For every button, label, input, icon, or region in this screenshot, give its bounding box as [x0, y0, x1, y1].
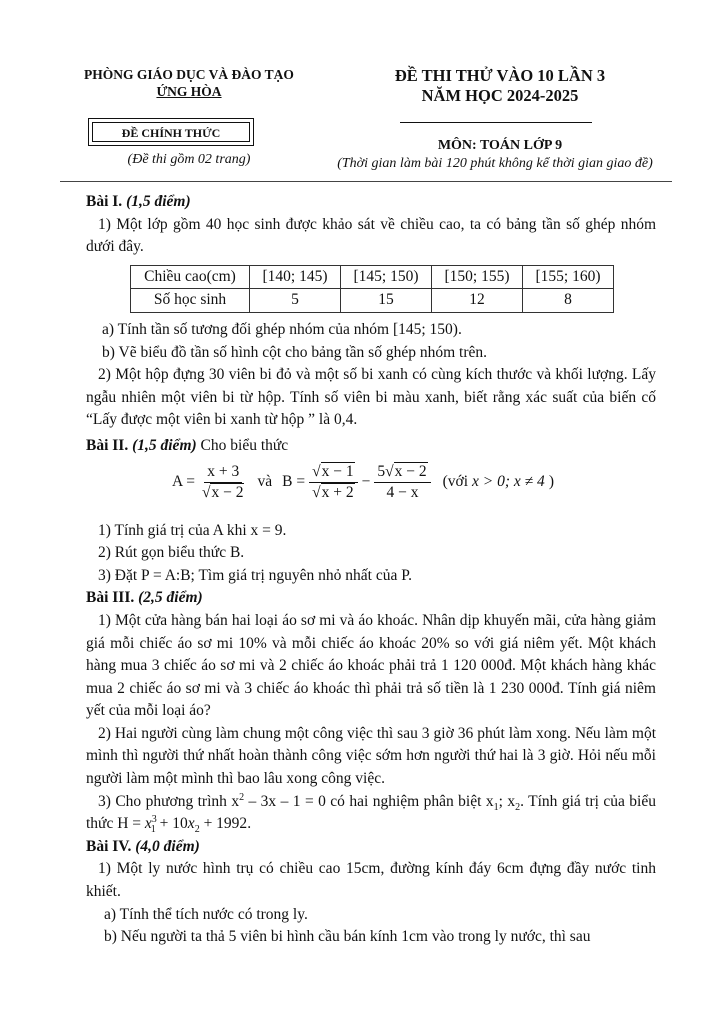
department-name: PHÒNG GIÁO DỤC VÀ ĐÀO TẠO: [84, 67, 294, 82]
bai2-question-1: 1) Tính giá trị của A khi x = 9.: [98, 521, 287, 539]
exam-content: [86, 188, 656, 949]
bai1-question-b: b) Vẽ biểu đồ tần số hình cột cho bảng tần số ghép nhóm trên.: [102, 343, 487, 361]
bai2-points: (1,5 điểm): [132, 436, 197, 454]
fraction-numerator: 5√x − 2: [374, 462, 430, 483]
table-header-cell: [140; 145): [250, 265, 341, 289]
fraction-a: [199, 462, 248, 503]
bai2-question-3: 3) Đặt P = A:B; Tìm giá trị nguyên nhỏ nhất của P.: [98, 566, 412, 584]
bai3-part3: 3) Cho phương trình $x^2 - 3x - 1 = 0$ có hai nghiệm phân biệt $x_1$; $x_2$. Tính giá trị của biểu thức $H = x^3_1 + 10x_2 + 1992$.: [86, 791, 656, 836]
bai1-heading: [86, 191, 656, 214]
fraction-denominator: √x − 2: [201, 483, 244, 501]
bai4-question-a: a) Tính thể tích nước có trong ly.: [104, 905, 308, 923]
bai3-points: (2,5 điểm): [138, 589, 203, 607]
bai1-part1: 1) Một lớp gồm 40 học sinh được khảo sát về chiều cao, ta có bảng tần số ghép nhóm dưới đây.: [86, 215, 656, 256]
condition-open: (với: [442, 472, 469, 490]
bai1-part2: 2) Một hộp đựng 30 viên bi đỏ và một số bi xanh có cùng kích thước và khối lượng. Lấy ngẫu nhiên một viên bi từ hộp. Tính số viên bi màu xanh, biết rằng xác suất của biến cố “Lấy được một viên bi xanh từ hộp ” là 0,4.: [86, 366, 656, 429]
table-header-cell: Chiều cao(cm): [131, 265, 250, 289]
formula-and: và: [257, 472, 273, 490]
bai2-question-2: 2) Rút gọn biểu thức B.: [98, 544, 245, 562]
bai1-points: (1,5 điểm): [126, 193, 191, 210]
page-count-note: (Đề thi gồm 02 trang): [127, 152, 251, 167]
official-stamp-box: [88, 118, 254, 146]
bai3-part1: 1) Một cửa hàng bán hai loại áo sơ mi và áo khoác. Nhân dịp khuyến mãi, cửa hàng giảm giá mỗi chiếc áo sơ mi 10% và mỗi chiếc áo khoác 20% so với giá niêm yết. Một khách hàng mua 3 chiếc áo sơ mi và 2 chiếc áo khoác phải trả 1 120 000đ. Một khách hàng khác mua 2 chiếc áo sơ mi và 3 chiếc áo khoác thì phải trả số tiền là 1 230 000đ. Tính giá niêm yết của mỗi loại áo?: [86, 611, 656, 720]
formula-minus: −: [361, 472, 371, 490]
fraction-b2: [374, 462, 430, 503]
department-header: [60, 66, 318, 100]
bai3-title: Bài III.: [86, 589, 135, 607]
header-divider: [60, 181, 672, 182]
expression-formula: [86, 460, 656, 518]
bai4-question-b: b) Nếu người ta thả 5 viên bi hình cầu bán kính 1cm vào trong ly nước, thì sau: [104, 928, 591, 946]
table-header-cell: [150; 155): [432, 265, 523, 289]
exam-time-note: (Thời gian làm bài 120 phút không kể thời gian giao đề): [337, 156, 653, 171]
bai2-title: Bài II.: [86, 436, 129, 454]
fraction-b1: [309, 462, 358, 503]
formula-a-lhs: A =: [172, 472, 195, 490]
fraction-denominator: 4 − x: [386, 483, 419, 501]
table-row: [131, 289, 614, 313]
table-cell: Số học sinh: [131, 289, 250, 313]
exam-title: [330, 66, 670, 106]
bai2-heading: [86, 435, 656, 458]
table-cell: 8: [523, 289, 614, 313]
exam-title-line1: ĐỀ THI THỬ VÀO 10 LẦN 3: [394, 66, 606, 85]
bai3-heading: [86, 587, 656, 610]
bai4-part1: 1) Một ly nước hình trụ có chiều cao 15cm, đường kính đáy 6cm đựng đầy nước tinh khiết.: [86, 860, 656, 901]
bai1-title: Bài I.: [86, 193, 123, 210]
formula-b-lhs: B =: [282, 472, 306, 490]
table-header-cell: [145; 150): [341, 265, 432, 289]
bai2-intro: Cho biểu thức: [200, 436, 289, 454]
bai1-question-a: a) Tính tần số tương đối ghép nhóm của nhóm [145; 150).: [102, 320, 462, 338]
fraction-denominator: √x + 2: [312, 483, 354, 501]
bai4-title: Bài IV.: [86, 837, 132, 855]
fraction-numerator: x + 3: [204, 462, 242, 483]
condition-close: ): [548, 472, 554, 490]
bai4-heading: [86, 836, 656, 859]
exam-subject: MÔN: TOÁN LỚP 9: [437, 138, 563, 153]
table-header-cell: [155; 160): [523, 265, 614, 289]
bai4-points: (4,0 điểm): [135, 837, 200, 855]
condition-text: x > 0; x ≠ 4: [472, 472, 545, 490]
table-row: [131, 265, 614, 289]
fraction-numerator: √x − 1: [309, 462, 358, 483]
exam-year: NĂM HỌC 2024-2025: [421, 86, 579, 105]
district-name: ỨNG HÒA: [156, 84, 222, 99]
table-cell: 12: [432, 289, 523, 313]
bai3-part2: 2) Hai người cùng làm chung một công việc thì sau 3 giờ 36 phút làm xong. Nếu làm một mình thì người thứ nhất hoàn thành công việc sớm hơn người thứ hai là 3 giờ. Hỏi nếu mỗi người làm một mình thì bao lâu xong công việc.: [86, 724, 656, 788]
table-cell: 15: [341, 289, 432, 313]
title-divider: [400, 122, 592, 123]
frequency-table: [130, 265, 614, 313]
official-label: ĐỀ CHÍNH THỨC: [92, 122, 250, 142]
table-cell: 5: [250, 289, 341, 313]
